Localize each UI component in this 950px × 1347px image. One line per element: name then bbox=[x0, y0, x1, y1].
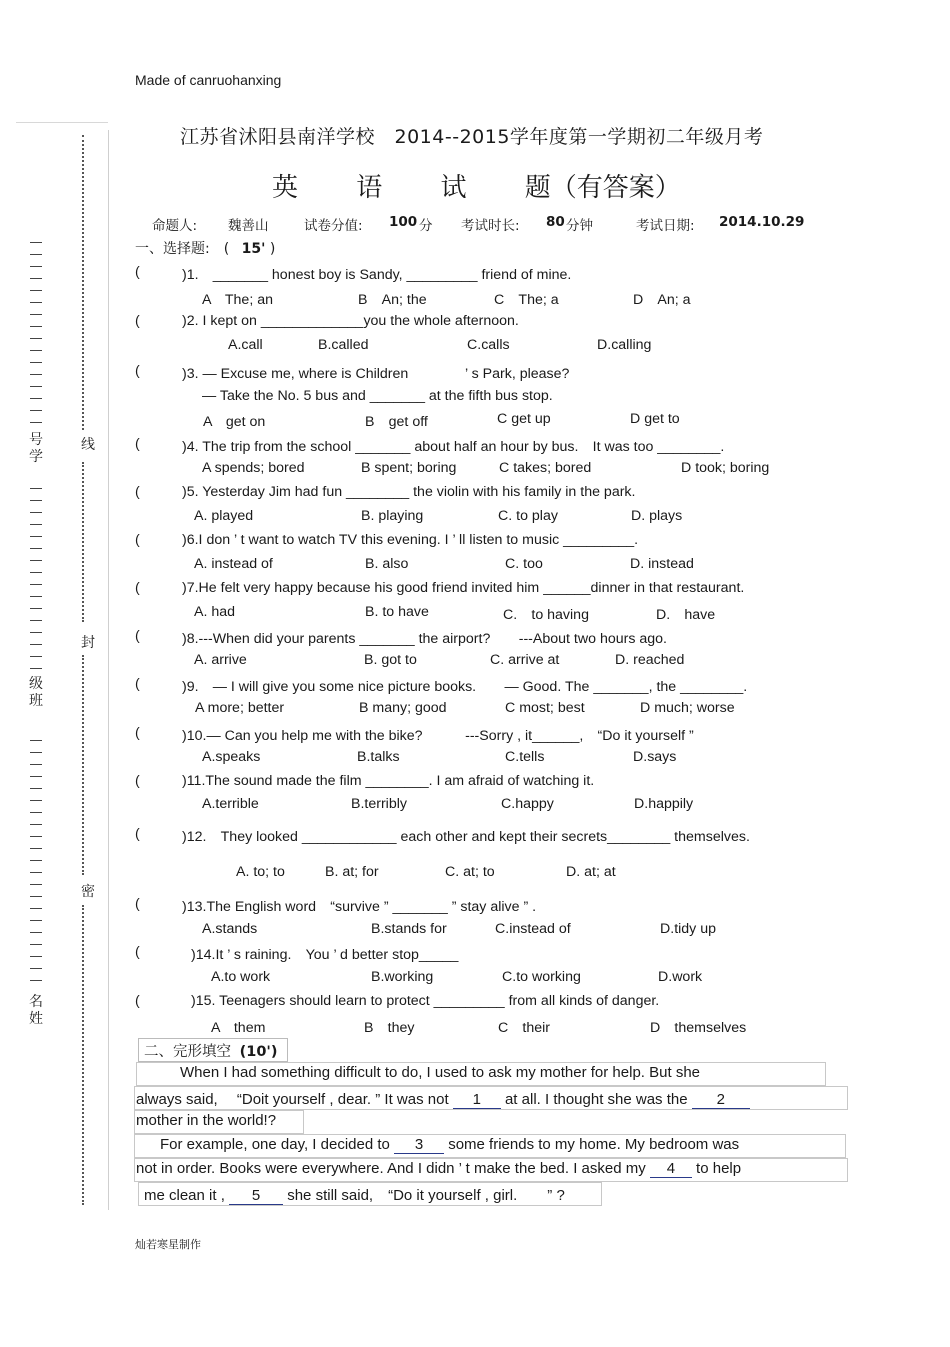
setter-name: 魏善山 bbox=[228, 218, 269, 234]
answer-paren[interactable]: ( bbox=[135, 313, 140, 329]
answer-paren[interactable]: ( bbox=[135, 628, 140, 644]
option-c[interactable]: C takes; bored bbox=[499, 460, 592, 476]
option-a[interactable]: A.to work bbox=[211, 969, 271, 985]
section1-close: ) bbox=[269, 241, 276, 257]
question-stem: )7.He felt very happy because his good friend invited him ______dinner in that restaurant. bbox=[182, 580, 745, 596]
cloze-text: at all. I thought she was the bbox=[500, 1091, 692, 1108]
option-c[interactable]: C.to working bbox=[502, 969, 581, 985]
cloze-text: she still said, “Do it yourself , girl. ” ? bbox=[283, 1187, 565, 1204]
option-b[interactable]: B they bbox=[364, 1020, 415, 1036]
option-c[interactable]: C most; best bbox=[505, 700, 585, 716]
option-a[interactable]: A. to; to bbox=[236, 864, 285, 880]
question-stem: )12. They looked ____________ each other and kept their secrets________ themselves. bbox=[182, 829, 750, 845]
exam-subtitle: 英 语 试 题（有答案） bbox=[272, 173, 681, 203]
answer-paren[interactable]: ( bbox=[135, 773, 140, 789]
label-student-id: 号 学 bbox=[29, 432, 43, 465]
dotted-seal-line bbox=[82, 655, 90, 875]
option-a[interactable]: A. played bbox=[194, 508, 254, 524]
option-a[interactable]: A. had bbox=[194, 604, 236, 620]
option-d[interactable]: D. plays bbox=[631, 508, 683, 524]
option-c[interactable]: C. too bbox=[505, 556, 543, 572]
answer-paren[interactable]: ( bbox=[135, 580, 140, 596]
dotted-seal-line bbox=[82, 135, 90, 430]
seal-char-feng: 封 bbox=[81, 635, 95, 651]
name-blank bbox=[30, 740, 42, 990]
option-c[interactable]: C.tells bbox=[505, 749, 545, 765]
time-unit: 分钟 bbox=[566, 218, 593, 234]
question-stem: )5. Yesterday Jim had fun ________ the violin with his family in the park. bbox=[182, 484, 636, 500]
cloze-blank-5[interactable]: 5 bbox=[229, 1187, 283, 1205]
cloze-blank-4[interactable]: 4 bbox=[650, 1160, 692, 1178]
cloze-blank-1[interactable]: 1 bbox=[453, 1091, 501, 1109]
option-a[interactable]: A.speaks bbox=[202, 749, 261, 765]
cloze-line-3: mother in the world!? bbox=[136, 1112, 277, 1129]
dotted-seal-line bbox=[82, 905, 90, 1205]
section1-label: 一、选择题: ( bbox=[135, 241, 230, 257]
class-blank bbox=[30, 488, 42, 673]
answer-paren[interactable]: ( bbox=[135, 484, 140, 500]
option-a[interactable]: A. instead of bbox=[194, 556, 273, 572]
option-a[interactable]: A them bbox=[211, 1020, 266, 1036]
seal-char-mi: 密 bbox=[81, 884, 95, 900]
section2-label: 二、完形填空 bbox=[144, 1044, 231, 1060]
setter-label: 命题人: bbox=[152, 218, 198, 234]
time-value: 80 bbox=[546, 214, 565, 230]
question-stem: )9. — I will give you some nice picture books. — Good. The _______, the ________. bbox=[182, 679, 748, 695]
option-b[interactable]: B get off bbox=[365, 414, 428, 430]
option-b[interactable]: B An; the bbox=[358, 292, 427, 308]
option-a[interactable]: A. arrive bbox=[194, 652, 247, 668]
answer-paren[interactable]: ( bbox=[135, 725, 140, 741]
option-c[interactable]: C their bbox=[498, 1020, 551, 1036]
option-d[interactable]: D themselves bbox=[650, 1020, 747, 1036]
answer-paren[interactable]: ( bbox=[135, 944, 140, 960]
cloze-line-4 bbox=[160, 1136, 739, 1154]
option-b[interactable]: B.working bbox=[371, 969, 434, 985]
section2-points: (10') bbox=[239, 1044, 278, 1060]
cloze-line-2 bbox=[136, 1088, 750, 1109]
option-d[interactable]: D An; a bbox=[633, 292, 691, 308]
answer-paren[interactable]: ( bbox=[135, 993, 140, 1009]
question-stem: )1. _______ honest boy is Sandy, _________ friend of mine. bbox=[182, 267, 572, 283]
cloze-line-1: When I had something difficult to do, I used to ask my mother for help. But she bbox=[180, 1064, 700, 1081]
gutter-line bbox=[108, 130, 109, 1210]
cloze-line-6 bbox=[144, 1184, 565, 1205]
question-stem: )10.— Can you help me with the bike? ---Sorry , it______, “Do it yourself ” bbox=[182, 728, 694, 744]
option-d[interactable]: D.work bbox=[658, 969, 703, 985]
option-b[interactable]: B. also bbox=[365, 556, 409, 572]
option-a[interactable]: A The; an bbox=[202, 292, 273, 308]
date-value: 2014.10.29 bbox=[719, 214, 805, 230]
option-c[interactable]: C.instead of bbox=[495, 921, 571, 937]
option-d[interactable]: D. have bbox=[656, 607, 716, 623]
option-d[interactable]: D.happily bbox=[634, 796, 694, 812]
answer-paren[interactable]: ( bbox=[135, 532, 140, 548]
cloze-text: For example, one day, I decided to bbox=[160, 1136, 395, 1153]
option-c[interactable]: C The; a bbox=[494, 292, 559, 308]
cloze-text: me clean it , bbox=[144, 1187, 230, 1204]
option-c[interactable]: C. to having bbox=[503, 607, 589, 623]
option-a[interactable]: A.stands bbox=[202, 921, 258, 937]
option-a[interactable]: A more; better bbox=[195, 700, 285, 716]
seal-char-xian: 线 bbox=[81, 437, 95, 453]
cloze-blank-2[interactable]: 2 bbox=[692, 1091, 750, 1109]
label-class: 级 班 bbox=[29, 676, 43, 709]
option-b[interactable]: B.talks bbox=[357, 749, 400, 765]
option-d[interactable]: D much; worse bbox=[640, 700, 735, 716]
question-stem: )2. I kept on _____________you the whole afternoon. bbox=[182, 313, 519, 329]
option-a[interactable]: A spends; bored bbox=[202, 460, 305, 476]
option-c[interactable]: C get up bbox=[497, 411, 551, 427]
option-b[interactable]: B. playing bbox=[361, 508, 424, 524]
option-c[interactable]: C. at; to bbox=[445, 864, 495, 880]
gutter-top-rule bbox=[16, 122, 108, 123]
option-b[interactable]: B many; good bbox=[359, 700, 447, 716]
option-d[interactable]: D.calling bbox=[597, 337, 652, 353]
question-stem: )4. The trip from the school _______ about half an hour by bus. It was too ________. bbox=[182, 439, 725, 455]
option-d[interactable]: D took; boring bbox=[681, 460, 770, 476]
cloze-text: to help bbox=[691, 1160, 742, 1177]
option-d[interactable]: D. at; at bbox=[566, 864, 616, 880]
option-d[interactable]: D. reached bbox=[615, 652, 685, 668]
answer-paren[interactable]: ( bbox=[135, 896, 140, 912]
student-id-blank bbox=[30, 242, 42, 427]
exam-title: 江苏省沭阳县南洋学校 2014--2015学年度第一学期初二年级月考 bbox=[180, 126, 764, 148]
section2-heading bbox=[144, 1040, 277, 1061]
option-c[interactable]: C. arrive at bbox=[490, 652, 560, 668]
option-b[interactable]: B. got to bbox=[364, 652, 417, 668]
section1-heading bbox=[135, 238, 275, 258]
option-d[interactable]: D.tidy up bbox=[660, 921, 716, 937]
section1-points: 15' bbox=[241, 241, 266, 257]
question-stem: )6.I don ’ t want to watch TV this evening. I ’ ll listen to music _________. bbox=[182, 532, 639, 548]
cloze-text: always said, “Doit yourself , dear. ” It was not bbox=[136, 1091, 453, 1108]
answer-paren[interactable]: ( bbox=[135, 363, 140, 379]
question-stem-cont: — Take the No. 5 bus and _______ at the fifth bus stop. bbox=[202, 388, 553, 404]
cloze-blank-3[interactable]: 3 bbox=[394, 1136, 444, 1154]
score-value: 100 bbox=[389, 214, 418, 230]
footer-note: 灿若寒星制作 bbox=[135, 1238, 201, 1251]
option-c[interactable]: C.calls bbox=[467, 337, 510, 353]
answer-paren[interactable]: ( bbox=[135, 676, 140, 692]
score-label: 试卷分值: bbox=[304, 218, 363, 234]
option-b[interactable]: B. at; for bbox=[325, 864, 379, 880]
option-b[interactable]: B. to have bbox=[365, 604, 429, 620]
option-b[interactable]: B.stands for bbox=[371, 921, 447, 937]
question-stem: )15. Teenagers should learn to protect _________ from all kinds of danger. bbox=[191, 993, 660, 1009]
option-a[interactable]: A get on bbox=[203, 414, 266, 430]
question-stem: )8.---When did your parents _______ the airport? ---About two hours ago. bbox=[182, 631, 667, 647]
option-d[interactable]: D.says bbox=[633, 749, 677, 765]
option-c[interactable]: C.happy bbox=[501, 796, 554, 812]
time-label: 考试时长: bbox=[461, 218, 520, 234]
question-stem: )13.The English word “survive ” _______ ” stay alive ” . bbox=[182, 899, 537, 915]
cloze-text: not in order. Books were everywhere. And I didn ’ t make the bed. I asked my bbox=[136, 1160, 650, 1177]
date-label: 考试日期: bbox=[636, 218, 695, 234]
option-b[interactable]: B.terribly bbox=[351, 796, 407, 812]
cloze-text: some friends to my home. My bedroom was bbox=[444, 1136, 740, 1153]
header-note: Made of canruohanxing bbox=[135, 72, 282, 88]
question-stem: )11.The sound made the film ________. I am afraid of watching it. bbox=[182, 773, 595, 789]
option-c[interactable]: C. to play bbox=[498, 508, 558, 524]
question-stem: )3. — Excuse me, where is Children ’ s Park, please? bbox=[182, 366, 570, 382]
option-a[interactable]: A.call bbox=[228, 337, 263, 353]
score-unit: 分 bbox=[419, 218, 433, 234]
option-b[interactable]: B spent; boring bbox=[361, 460, 457, 476]
dotted-seal-line bbox=[82, 462, 90, 622]
option-d[interactable]: D. instead bbox=[630, 556, 694, 572]
option-b[interactable]: B.called bbox=[318, 337, 369, 353]
answer-paren[interactable]: ( bbox=[135, 826, 140, 842]
option-a[interactable]: A.terrible bbox=[202, 796, 259, 812]
label-name: 名 姓 bbox=[29, 994, 43, 1027]
question-stem: )14.It ’ s raining. You ’ d better stop_____ bbox=[191, 947, 459, 963]
cloze-line-5 bbox=[136, 1160, 741, 1178]
option-d[interactable]: D get to bbox=[630, 411, 680, 427]
answer-paren[interactable]: ( bbox=[135, 264, 140, 280]
answer-paren[interactable]: ( bbox=[135, 436, 140, 452]
